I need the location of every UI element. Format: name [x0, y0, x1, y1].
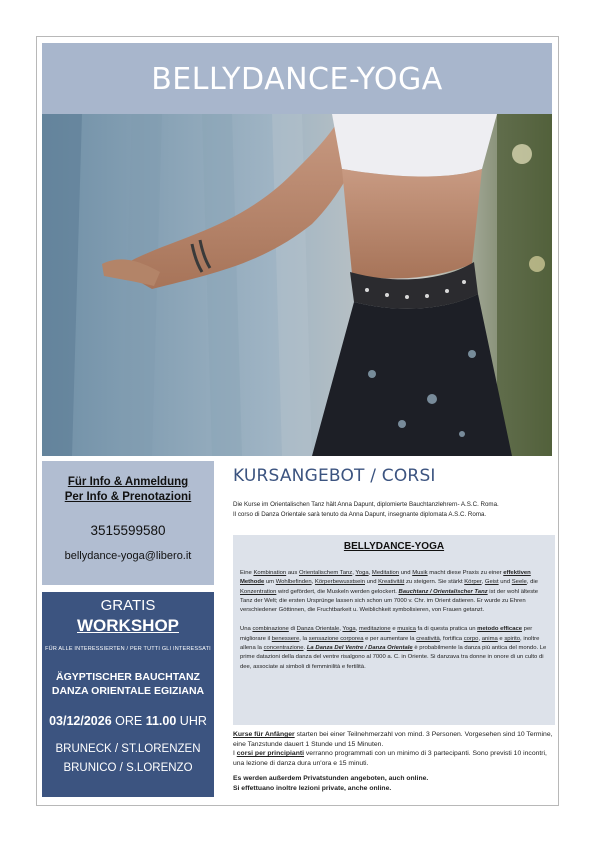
beginners-it: I corsi per principianti verranno programmati con un minimo di 3 partecipanti. Sono previsti 10 incontri, una lezione di danza dura un'ora e 15 minuti. — [233, 750, 547, 767]
beginners-section — [233, 730, 555, 793]
dance-it: DANZA ORIENTALE EGIZIANA — [51, 685, 205, 697]
uhr-label: UHR — [179, 714, 207, 728]
bellydancer-photo — [42, 114, 552, 456]
workshop-title: WORKSHOP — [77, 616, 179, 635]
courses-title: KURSANGEBOT / CORSI — [233, 466, 436, 486]
dance-de: ÄGYPTISCHER BAUCHTANZ — [56, 671, 200, 683]
info-heading-de: Für Info & Anmeldung — [67, 476, 189, 488]
email-address[interactable]: bellydance-yoga@libero.it — [64, 550, 192, 562]
workshop-date: 03/12/2026 — [49, 714, 112, 728]
title-banner — [42, 43, 552, 115]
intro-it: Il corso di Danza Orientale sarà tenuto da Anna Dapunt, insegnante diplomata A.S.C. Roma. — [233, 511, 487, 518]
description-de: Eine Kombination aus Orientalischem Tanz, Yoga, Meditation und Musik macht diese Praxis zu einer effektiven Methode um Wohlbefinden, Körperbewusstsein und Kreativität zu steigern. Sie stärkt Körper, Geist und Seele, die Konzentration wird gefördert, die Muskeln werden gelockert. Bauchtanz / Orientalischer Tanz ist der wohl älteste Tanz der Welt; die ersten Ursprünge lassen sich schon um 7000 v. Chr. im Orient datieren. Er wurde zu Ehren verschiedener Göttinnen, die Fruchtbarkeit u. Weiblichkeit symbolisieren, von Frauen getanzt. — [240, 570, 539, 614]
info-heading-it: Per Info & Prenotazioni — [64, 491, 192, 503]
workshop-gratis: GRATIS — [100, 597, 156, 614]
workshop-time: 11.00 — [145, 714, 177, 728]
location-it: BRUNICO / S.LORENZO — [63, 762, 193, 774]
page-title: BELLYDANCE-YOGA — [151, 61, 443, 97]
location-de: BRUNECK / ST.LORENZEN — [55, 743, 201, 755]
phone-number[interactable]: 3515599580 — [90, 523, 166, 538]
private-lessons-de: Es werden außerdem Privatstunden angeboten, auch online. — [233, 775, 429, 782]
private-lessons-it: Si effettuano inoltre lezioni private, anche online. — [233, 784, 392, 792]
courses-intro — [233, 500, 555, 520]
courses-section — [233, 466, 555, 520]
workshop-dance — [42, 670, 214, 698]
workshop-audience: FÜR ALLE INTERESSIERTEN / PER TUTTI GLI INTERESSATI — [45, 646, 211, 652]
ore-label: ORE — [115, 714, 143, 728]
workshop-datetime — [42, 714, 214, 728]
description-it: Una combinazione di Danza Orientale, Yoga, meditazione e musica fa di questa pratica un metodo efficace per migliorare il benessere, la sensazione corporea e per aumentare la creatività, fortifica corpo, anima e spirito, inoltre allena la concentrazione. La Danza Del Ventre / Danza Orientale è probabilmente la danza più antica del mondo. Le prime datazioni della danza del ventre risalgono al 7000 a. C. in Oriente. Si danzava tra donne in onore di un culto di dee, associate ai simboli di femminilità e fertilità. — [240, 626, 547, 670]
workshop-location — [42, 740, 214, 778]
workshop-box — [42, 592, 214, 797]
bellydance-yoga-box — [233, 535, 555, 725]
beginners-de: Kurse für Anfänger starten bei einer Teilnehmerzahl von mind. 3 Personen. Vorgesehen sind 10 Termine, eine Tanzstunde dauert 1 Stunde und 15 Minuten. — [233, 731, 553, 748]
contact-info-box — [42, 461, 214, 585]
box-title: BELLYDANCE-YOGA — [343, 541, 445, 552]
intro-de: Die Kurse im Orientalischen Tanz hält Anna Dapunt, diplomierte Bauchtanzlehrern- A.S.C. Roma. — [233, 501, 499, 508]
